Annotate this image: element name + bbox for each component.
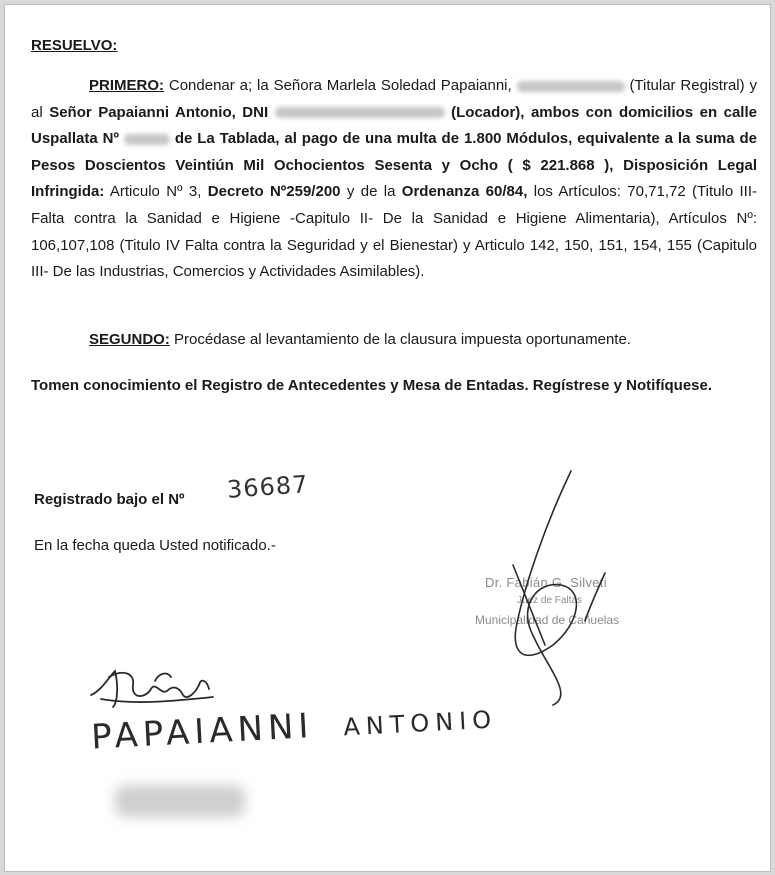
stamp-title: Juez de Faltas xyxy=(517,595,583,606)
registrado-label: Registrado bajo el Nº xyxy=(34,491,185,508)
resuelvo-heading: RESUELVO: xyxy=(31,37,118,54)
primero-text-9: y de la xyxy=(346,183,396,201)
primero-text-7: Articulo Nº 3, xyxy=(109,183,202,201)
primero-text-10: Ordenanza 60/84, xyxy=(401,183,528,201)
registrado-number: 36687 xyxy=(226,470,310,504)
handwritten-signature xyxy=(91,671,213,707)
document-page xyxy=(4,4,771,872)
judge-signature xyxy=(513,471,605,705)
primero-text-1: Condenar a; la Señora Marlela Soledad Papaianni, xyxy=(168,77,512,94)
primero-text-2: (Titular Registral) y al xyxy=(31,77,757,121)
printed-name-first: PAPAIANNI xyxy=(90,706,315,758)
primero-text-3: Señor Papaianni Antonio, DNI xyxy=(49,103,269,121)
primero-text-11: los Artículos: 70,71,72 (Titulo III- Falta contra la Sanidad e Higiene -Capitulo II- De la Sanidad e Higiene Alimentaria), Artículos Nº: 106,107,108 (Titulo IV Falta contra la Seguridad y el Bienestar) y Articulo 142, 150, 151, 154, 155 (Capitulo III- De las Industrias, Comercios y Actividades Asimilables). xyxy=(31,183,758,281)
primero-text-6: al pago de una multa de 1.800 Módulos, equivalente a la suma de Pesos Doscientos Veintiún Mil Ochocientos Sesenta y Ocho ( $ 221.868 ), Disposición Legal Infringida: xyxy=(31,130,757,201)
segundo-text: Procédase al levantamiento de la clausura impuesta oportunamente. xyxy=(174,331,631,348)
segundo-label: SEGUNDO: xyxy=(89,331,170,348)
primero-label: PRIMERO: xyxy=(89,77,164,94)
stamp-municipality: Municipalidad de Cañuelas xyxy=(475,613,620,627)
primero-text-4: (Locador), ambos con domicilios en calle Uspallata Nº xyxy=(31,103,757,148)
stamp-name: Dr. Fabián G. Silveti xyxy=(485,575,607,590)
primero-text-5: de La Tablada, xyxy=(174,130,280,148)
redacted-bottom-text xyxy=(115,785,245,817)
notificado-text: En la fecha queda Usted notificado.- xyxy=(34,537,276,554)
tomen-paragraph: Tomen conocimiento el Registro de Antecedentes y Mesa de Entadas. Regístrese y Notifíquese. xyxy=(31,377,713,394)
printed-name-second: ANTONIO xyxy=(342,705,498,742)
primero-text-8: Decreto Nº259/200 xyxy=(207,183,341,201)
